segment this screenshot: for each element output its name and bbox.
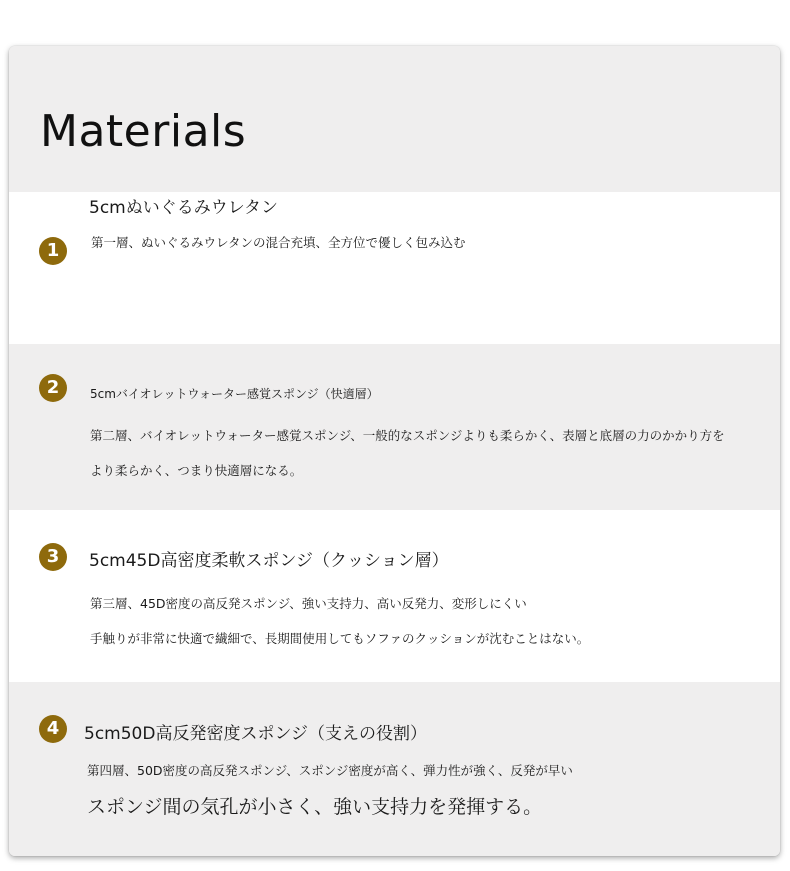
material-layer-4 bbox=[9, 682, 780, 856]
layer-4-line-2: スポンジ間の気孔が小さく、強い支持力を発揮する。 bbox=[87, 796, 543, 818]
layer-4-line-1: 第四層、50D密度の高反発スポンジ、スポンジ密度が高く、弾力性が強く、反発が早い bbox=[87, 763, 573, 778]
layer-1-heading: 5cmぬいぐるみウレタン bbox=[89, 198, 279, 218]
material-layer-1 bbox=[9, 192, 780, 344]
number-badge-1: 1 bbox=[39, 237, 67, 265]
material-layer-3 bbox=[9, 510, 780, 682]
materials-header bbox=[9, 46, 780, 192]
layer-3-line-2: 手触りが非常に快適で繊細で、長期間使用してもソファのクッションが沈むことはない。 bbox=[90, 631, 590, 646]
layer-1-line-1: 第一層、ぬいぐるみウレタンの混合充填、全方位で優しく包み込む bbox=[91, 235, 466, 250]
layer-4-heading: 5cm50D高反発密度スポンジ（支えの役割） bbox=[84, 724, 428, 744]
layer-3-heading: 5cm45D高密度柔軟スポンジ（クッション層） bbox=[89, 551, 449, 571]
materials-card bbox=[9, 46, 780, 856]
page-title: Materials bbox=[40, 106, 247, 157]
number-badge-4: 4 bbox=[39, 715, 67, 743]
layer-2-line-2: より柔らかく、つまり快適層になる。 bbox=[90, 463, 303, 478]
layer-3-line-1: 第三層、45D密度の高反発スポンジ、強い支持力、高い反発力、変形しにくい bbox=[90, 596, 527, 611]
number-badge-3: 3 bbox=[39, 543, 67, 571]
material-layer-2 bbox=[9, 344, 780, 510]
layer-2-heading: 5cmバイオレットウォーター感覚スポンジ（快適層） bbox=[90, 387, 379, 401]
layer-2-line-1: 第二層、バイオレットウォーター感覚スポンジ、一般的なスポンジよりも柔らかく、表層と底層の力のかかり方を bbox=[90, 428, 725, 443]
number-badge-2: 2 bbox=[39, 374, 67, 402]
